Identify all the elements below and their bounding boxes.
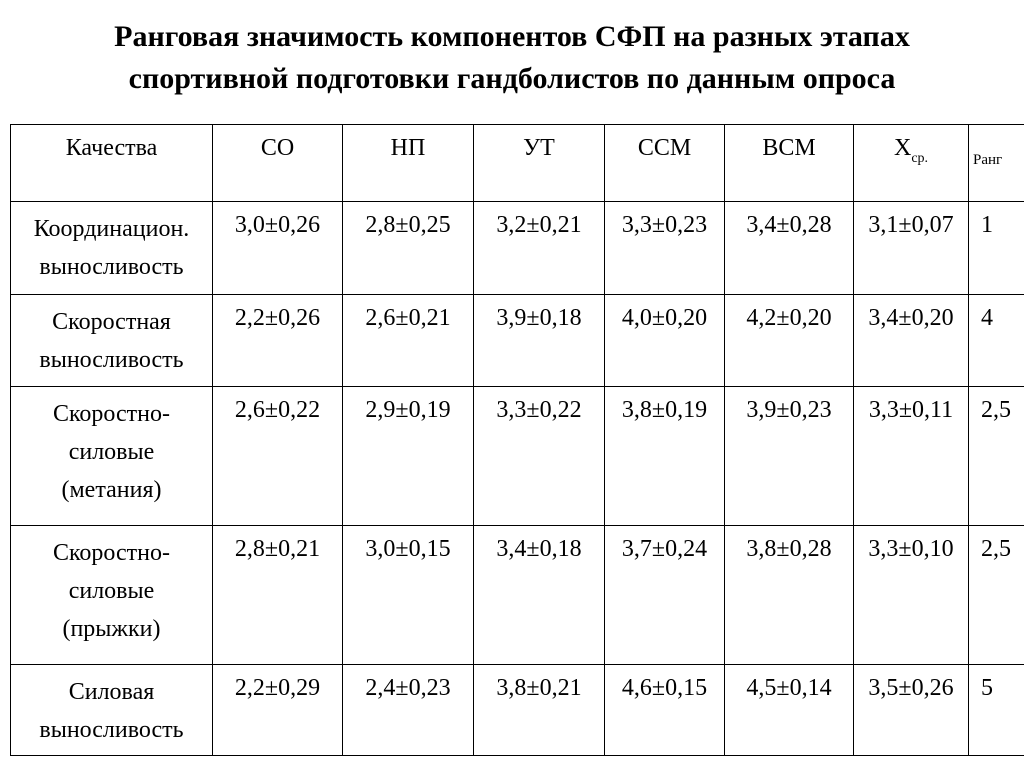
title-line-1: Ранговая значимость компонентов СФП на разных этапах <box>114 20 910 53</box>
cell-mean: 3,4±0,20 <box>854 295 969 387</box>
table-row <box>11 295 1024 387</box>
quality-line: Координацион. <box>33 216 190 242</box>
cell-np: 2,4±0,23 <box>343 665 474 756</box>
header-rank: Ранг <box>969 125 1024 202</box>
quality-line: силовые <box>68 578 155 604</box>
quality-line: выносливость <box>39 347 184 373</box>
cell-np: 2,8±0,25 <box>343 202 474 295</box>
cell-rank: 5 <box>969 665 1024 756</box>
quality-line: Скоростная <box>52 309 171 335</box>
table-row <box>11 387 1024 526</box>
cell-rank: 1 <box>969 202 1024 295</box>
quality-line: Скоростно- <box>52 540 171 566</box>
header-mean-main: X <box>893 135 912 161</box>
cell-ssm: 3,3±0,23 <box>605 202 725 295</box>
quality-line: (прыжки) <box>62 616 161 642</box>
cell-ut: 3,4±0,18 <box>474 526 605 665</box>
cell-rank: 4 <box>969 295 1024 387</box>
table-row <box>11 665 1024 756</box>
header-ut: УТ <box>474 125 605 202</box>
table-row <box>11 526 1024 665</box>
cell-so: 3,0±0,26 <box>213 202 343 295</box>
cell-ut: 3,3±0,22 <box>474 387 605 526</box>
cell-so: 2,2±0,29 <box>213 665 343 756</box>
header-quality: Качества <box>11 125 213 202</box>
row-quality <box>11 295 213 387</box>
cell-ssm: 4,6±0,15 <box>605 665 725 756</box>
header-so: СО <box>213 125 343 202</box>
quality-line: Скоростно- <box>52 401 171 427</box>
cell-np: 2,6±0,21 <box>343 295 474 387</box>
cell-vsm: 3,9±0,23 <box>725 387 854 526</box>
cell-ut: 3,8±0,21 <box>474 665 605 756</box>
row-quality <box>11 665 213 756</box>
cell-mean: 3,3±0,10 <box>854 526 969 665</box>
results-table <box>10 124 1024 756</box>
cell-vsm: 4,5±0,14 <box>725 665 854 756</box>
quality-line: силовые <box>68 439 155 465</box>
cell-ssm: 4,0±0,20 <box>605 295 725 387</box>
cell-rank: 2,5 <box>969 387 1024 526</box>
cell-ssm: 3,7±0,24 <box>605 526 725 665</box>
header-vsm: ВСМ <box>725 125 854 202</box>
cell-np: 2,9±0,19 <box>343 387 474 526</box>
header-mean <box>854 125 969 202</box>
cell-mean: 3,3±0,11 <box>854 387 969 526</box>
cell-so: 2,8±0,21 <box>213 526 343 665</box>
cell-mean: 3,5±0,26 <box>854 665 969 756</box>
quality-line: Силовая <box>68 679 155 705</box>
cell-vsm: 3,8±0,28 <box>725 526 854 665</box>
cell-ut: 3,9±0,18 <box>474 295 605 387</box>
title-line-2: спортивной подготовки гандболистов по данным опроса <box>128 62 896 95</box>
table-header-row <box>11 125 1024 202</box>
cell-rank: 2,5 <box>969 526 1024 665</box>
cell-so: 2,6±0,22 <box>213 387 343 526</box>
row-quality <box>11 387 213 526</box>
quality-line: выносливость <box>39 717 184 743</box>
cell-so: 2,2±0,26 <box>213 295 343 387</box>
quality-line: (метания) <box>61 477 162 503</box>
row-quality <box>11 526 213 665</box>
header-mean-sub: ср. <box>911 151 929 166</box>
cell-vsm: 3,4±0,28 <box>725 202 854 295</box>
cell-mean: 3,1±0,07 <box>854 202 969 295</box>
page-title <box>0 16 1024 100</box>
header-ssm: ССМ <box>605 125 725 202</box>
cell-ut: 3,2±0,21 <box>474 202 605 295</box>
table-row <box>11 202 1024 295</box>
cell-vsm: 4,2±0,20 <box>725 295 854 387</box>
row-quality <box>11 202 213 295</box>
quality-line: выносливость <box>39 254 184 280</box>
cell-np: 3,0±0,15 <box>343 526 474 665</box>
header-np: НП <box>343 125 474 202</box>
cell-ssm: 3,8±0,19 <box>605 387 725 526</box>
